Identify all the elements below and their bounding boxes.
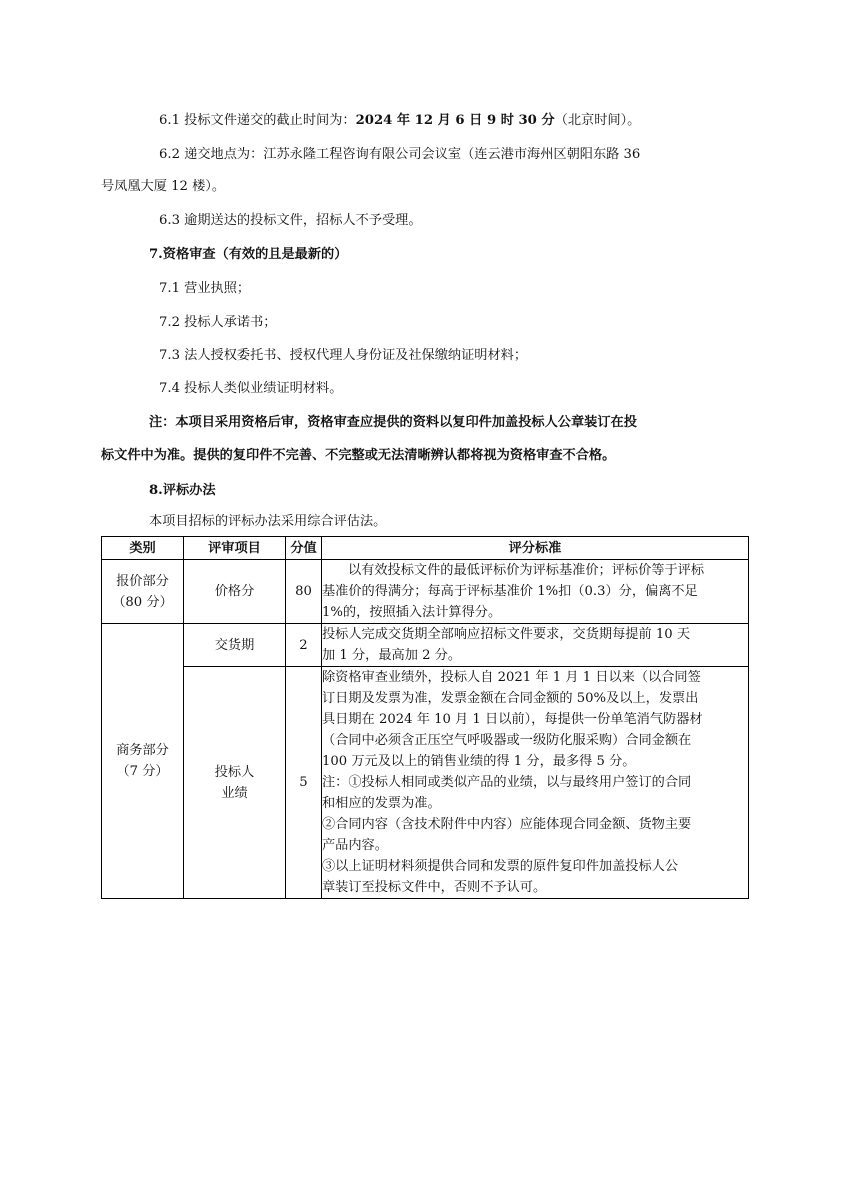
score-price: 80 bbox=[286, 560, 322, 624]
header-criteria: 评分标准 bbox=[322, 537, 749, 560]
item-performance: 投标人 业绩 bbox=[184, 667, 286, 899]
paragraph-7-2: 7.2 投标人承诺书； bbox=[159, 315, 277, 330]
category-price: 报价部分 （80 分） bbox=[102, 560, 184, 624]
scoring-table bbox=[101, 536, 749, 899]
paragraph-6-1 bbox=[159, 111, 640, 131]
deadline-label: 6.1 投标文件递交的截止时间为： bbox=[159, 113, 356, 128]
paragraph-7-3: 7.3 法人授权委托书、授权代理人身份证及社保缴纳证明材料； bbox=[159, 348, 528, 363]
category-business: 商务部分 （7 分） bbox=[102, 624, 184, 899]
criteria-delivery: 投标人完成交货期全部响应招标文件要求，交货期每提前 10 天 加 1 分，最高加 2 分。 bbox=[322, 624, 749, 667]
deadline-value: 2024 年 12 月 6 日 9 时 30 分 bbox=[355, 113, 555, 128]
paragraph-6-3: 6.3 逾期送达的投标文件，招标人不予受理。 bbox=[159, 213, 422, 228]
criteria-performance: 除资格审查业绩外，投标人自 2021 年 1 月 1 日以来（以合同签 订日期及发票为准，发票金额在合同金额的 50%及以上，发票出 具日期在 2024 年 10 月 1 日以前），每提供一份单笔消气防器材 （合同中必须含正压空气呼吸器或一级防化服采购）合同金额在 100 万元及以上的销售业绩的得 1 分，最多得 5 分。 注：①投标人相同或类似产品的业绩，以与最终用户签订的合同 和相应的发票为准。 ②合同内容（含技术附件中内容）应能体现合同金额、货物主要 产品内容。 ③以上证明材料须提供合同和发票的原件复印件加盖投标人公 章装订至投标文件中，否则不予认可。 bbox=[322, 667, 749, 899]
table-row-performance bbox=[102, 667, 749, 899]
qualification-note-line1: 注：本项目采用资格后审，资格审查应提供的资料以复印件加盖投标人公章装订在投 bbox=[149, 415, 637, 430]
qualification-note-line2: 标文件中为准。提供的复印件不完善、不完整或无法清晰辨认都将视为资格审查不合格。 bbox=[101, 448, 616, 463]
header-category: 类别 bbox=[102, 537, 184, 560]
header-score: 分值 bbox=[286, 537, 322, 560]
paragraph-8-1: 本项目招标的评标办法采用综合评估法。 bbox=[149, 514, 387, 529]
section-heading-8: 8.评标办法 bbox=[149, 483, 216, 498]
item-delivery: 交货期 bbox=[184, 624, 286, 667]
section-heading-7: 7.资格审查（有效的且是最新的） bbox=[149, 247, 348, 262]
criteria-price: 以有效投标文件的最低评标价为评标基准价；评标价等于评标 基准价的得满分；每高于评标基准价 1%扣（0.3）分，偏离不足 1%的，按照插入法计算得分。 bbox=[322, 560, 749, 624]
score-delivery: 2 bbox=[286, 624, 322, 667]
paragraph-7-1: 7.1 营业执照； bbox=[159, 281, 251, 296]
item-price: 价格分 bbox=[184, 560, 286, 624]
paragraph-7-4: 7.4 投标人类似业绩证明材料。 bbox=[159, 381, 343, 396]
deadline-timezone: （北京时间）。 bbox=[554, 113, 641, 128]
table-row-price bbox=[102, 560, 749, 624]
paragraph-6-2-line2: 号凤凰大厦 12 楼）。 bbox=[101, 179, 226, 194]
table-row-delivery bbox=[102, 624, 749, 667]
header-review-item: 评审项目 bbox=[184, 537, 286, 560]
paragraph-6-2-line1: 6.2 递交地点为：江苏永隆工程咨询有限公司会议室（连云港市海州区朝阳东路 36 bbox=[159, 147, 641, 162]
score-performance: 5 bbox=[286, 667, 322, 899]
table-header-row bbox=[102, 537, 749, 560]
